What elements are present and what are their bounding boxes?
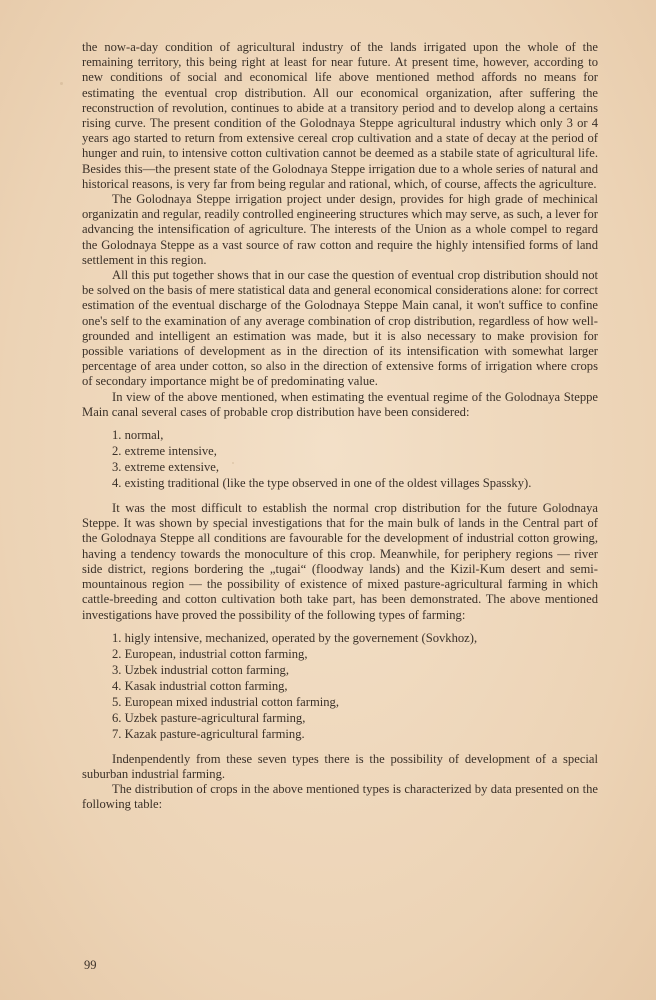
cases-list: [112, 427, 598, 491]
paragraph-cases-intro: In view of the above mentioned, when estimating the eventual regime of the Golodnaya Steppe Main canal several cases of probable crop distribution have been considered:: [82, 389, 598, 419]
list-item: 2. extreme intensive,: [112, 444, 217, 459]
list-item: 6. Uzbek pasture-agricultural farming,: [112, 710, 306, 725]
list-item: 1. higly intensive, mechanized, operated by the governement (Sovkhoz),: [112, 630, 478, 645]
paragraph-continued: the now-a-day condition of agricultural industry of the lands irrigated upon the whole of the remaining territory, this being right at least for near future. At present time, however, according to new conditions of social and economical life above mentioned method affords no means for estimating the eventual crop distribution. All our economical organization, after suffering the reconstruction of revolution, continues to abide at a transitory period and to develop along a certains rising curve. The present condition of the Golodnaya Steppe agricultural industry which only 3 or 4 years ago started to return from extensive cereal crop cultivation and a state of decay at the period of hunger and ruin, to intensive cotton cultivation cannot be deemed as a stabile state of agricultural life. Besides this—the present state of the Golodnaya Steppe irrigation due to a whole series of natural and historical reasons, is very far from being regular and rational, which, of course, affects the agriculture.: [82, 40, 598, 191]
list-item: 4. existing traditional (like the type observed in one of the oldest villages Spassky).: [112, 476, 532, 491]
paragraph-normal-distribution: It was the most difficult to establish the normal crop distribution for the future Golodnaya Steppe. It was shown by special investigations that for the main bulk of lands in the Central part of the Golodnaya Steppe all conditions are favourable for the development of industrial cotton growing, having a tendency towards the monoculture of this crop. Meanwhile, for periphery regions — river side district, regions bordering the „tugai“ (floodway lands) and the Kizil-Kum desert and semi-mountainous region — the possibility of existence of mixed pasture-agricultural farming in which cattle-breeding and cotton cultivation both take part, has been demonstrated. The above mentioned investigations have proved the possibility of the following types of farming:: [82, 501, 598, 622]
farming-types-list: [112, 630, 598, 742]
list-item: 4. Kasak industrial cotton farming,: [112, 678, 288, 693]
paragraph-table-intro: The distribution of crops in the above mentioned types is characterized by data presented on the following table:: [82, 782, 598, 812]
paragraph-crop-distribution: All this put together shows that in our case the question of eventual crop distribution should not be solved on the basis of mere statistical data and general economical considerations alone: for correct estimation of the eventual discharge of the Golodnaya Steppe Main canal, it won't suffice to confine one's self to the examination of any average combination of crop distribution, regardless of how well-grounded and intelligent an estimation was made, but it is also necessary to make provision for possible variations of development as in the direction of its intensification with somewhat larger percentage of area under cotton, so also in the direction of extensive forms of irrigation where crops of secondary importance might be of predominating value.: [82, 268, 598, 389]
paragraph-suburban: Indenpendently from these seven types there is the possibility of development of a special suburban industrial farming.: [82, 751, 598, 781]
list-item: 1. normal,: [112, 428, 164, 443]
list-item: 3. Uzbek industrial cotton farming,: [112, 662, 289, 677]
list-item: 3. extreme extensive,: [112, 460, 220, 475]
list-item: 2. European, industrial cotton farming,: [112, 646, 308, 661]
list-item: 5. European mixed industrial cotton farming,: [112, 694, 339, 709]
page-number: 99: [84, 958, 97, 972]
paragraph-irrigation-project: The Golodnaya Steppe irrigation project under design, provides for high grade of mechinical organizatin and regular, readily controlled engineering structures which may serve, as such, a lever for advancing the intensification of agriculture. The interests of the Union as a whole compel to regard the Golodnaya Steppe as a vast source of raw cotton and require the highly intensified forms of land settlement in this region.: [82, 192, 598, 267]
list-item: 7. Kazak pasture-agricultural farming.: [112, 726, 305, 741]
page-body: [82, 40, 598, 813]
